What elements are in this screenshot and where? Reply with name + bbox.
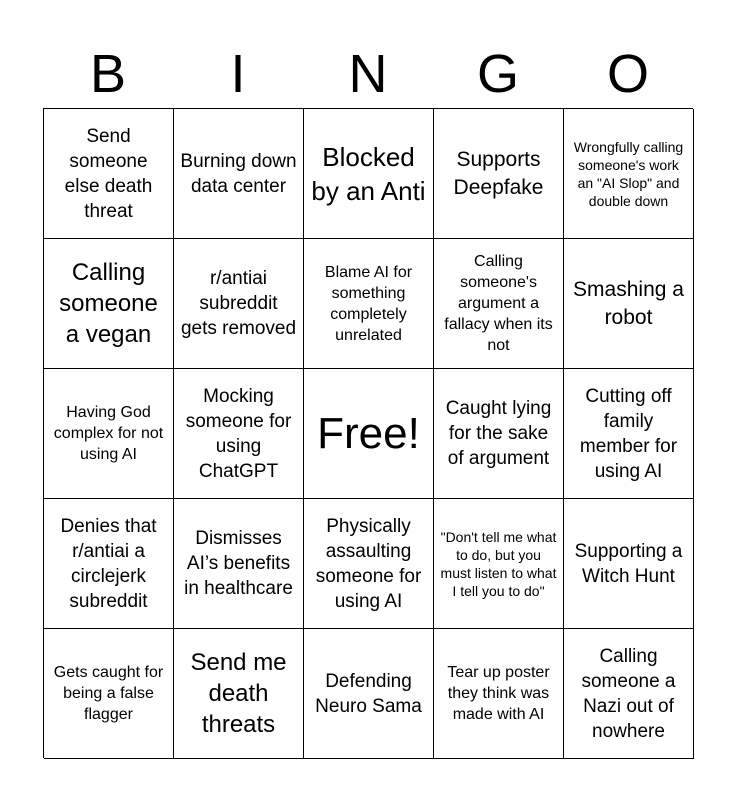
bingo-cell[interactable] — [44, 109, 174, 239]
cell-text: Having God complex for not using AI — [53, 404, 164, 463]
bingo-cell[interactable] — [44, 499, 174, 629]
cell-text: Calling someone a vegan — [59, 259, 158, 348]
cell-text: Blocked by an Anti — [311, 141, 426, 206]
bingo-cell[interactable] — [44, 239, 174, 369]
bingo-cell[interactable] — [564, 369, 694, 499]
bingo-cell[interactable] — [434, 499, 564, 629]
header-letter-i: I — [230, 44, 246, 104]
bingo-header — [43, 40, 693, 108]
bingo-cell[interactable] — [304, 629, 434, 759]
cell-text: Blame AI for something completely unrelated — [324, 263, 413, 344]
free-space-cell[interactable] — [304, 369, 434, 499]
cell-text: Smashing a robot — [573, 277, 684, 329]
cell-text: Supporting a Witch Hunt — [574, 540, 683, 587]
cell-text: Defending Neuro Sama — [315, 670, 422, 717]
bingo-cell[interactable] — [304, 499, 434, 629]
cell-text: Burning down data center — [180, 150, 297, 197]
bingo-cell[interactable] — [174, 499, 304, 629]
bingo-grid — [43, 108, 693, 758]
bingo-cell[interactable] — [174, 369, 304, 499]
cell-text: "Don't tell me what to do, but you must listen to what I tell you to do" — [440, 528, 557, 599]
cell-text: Send me death threats — [190, 649, 287, 738]
bingo-cell[interactable] — [174, 239, 304, 369]
cell-text: Tear up poster they think was made with AI — [447, 664, 550, 723]
header-letter-b: B — [89, 44, 127, 104]
bingo-cell[interactable] — [564, 629, 694, 759]
cell-text: Calling someone's argument a fallacy when its not — [444, 253, 553, 354]
bingo-cell[interactable] — [434, 369, 564, 499]
header-letter-o: O — [606, 44, 649, 104]
cell-text: Caught lying for the sake of argument — [445, 398, 552, 469]
bingo-cell[interactable] — [434, 239, 564, 369]
bingo-cell[interactable] — [174, 629, 304, 759]
bingo-cell[interactable] — [44, 369, 174, 499]
bingo-cell[interactable] — [564, 239, 694, 369]
free-space-text: Free! — [317, 408, 420, 458]
bingo-cell[interactable] — [174, 109, 304, 239]
bingo-cell[interactable] — [44, 629, 174, 759]
header-letter-n: N — [348, 44, 388, 104]
header-letter-g: G — [476, 44, 519, 104]
bingo-cell[interactable] — [564, 109, 694, 239]
cell-text: Cutting off family member for using AI — [579, 385, 678, 482]
cell-text: Send someone else death threat — [64, 125, 153, 222]
bingo-cell[interactable] — [434, 109, 564, 239]
cell-text: r/antiai subreddit gets removed — [180, 268, 297, 339]
cell-text: Supports Deepfake — [453, 147, 544, 199]
bingo-cell[interactable] — [564, 499, 694, 629]
cell-text: Calling someone a Nazi out of nowhere — [581, 645, 676, 742]
cell-text: Denies that r/antiai a circlejerk subreddit — [60, 515, 157, 612]
cell-text: Mocking someone for using ChatGPT — [185, 385, 292, 482]
bingo-cell[interactable] — [434, 629, 564, 759]
cell-text: Gets caught for being a false flagger — [53, 664, 164, 723]
cell-text: Physically assaulting someone for using AI — [315, 515, 422, 612]
cell-text: Wrongfully calling someone's work an "AI Slop" and double down — [573, 138, 684, 209]
bingo-cell[interactable] — [304, 109, 434, 239]
cell-text: Dismisses AI’s benefits in healthcare — [184, 528, 293, 599]
bingo-cell[interactable] — [304, 239, 434, 369]
